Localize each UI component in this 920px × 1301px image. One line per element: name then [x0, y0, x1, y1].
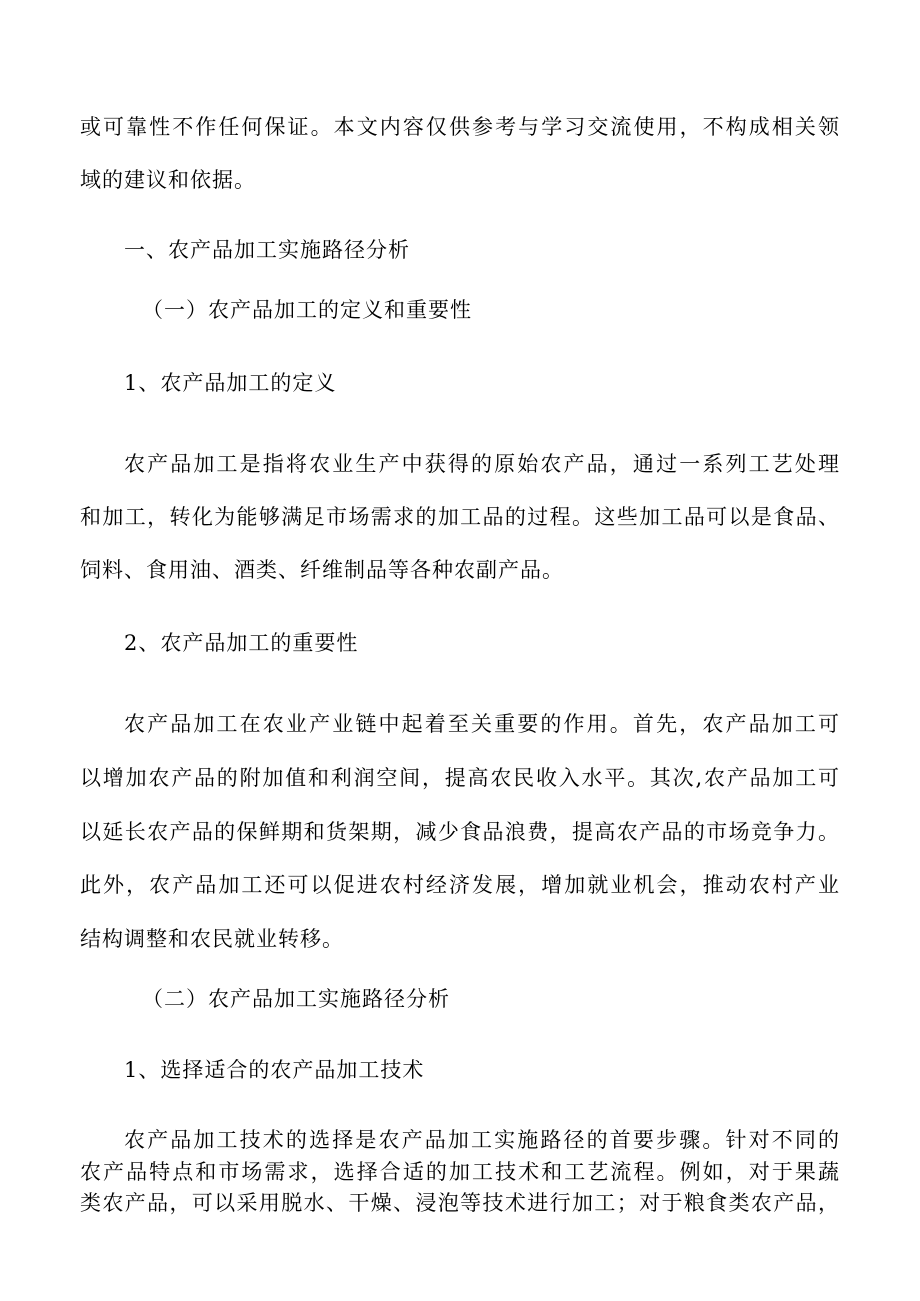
item-heading-1: 1、农产品加工的定义 [124, 371, 337, 395]
subsection-heading-1: （一）农产品加工的定义和重要性 [142, 298, 472, 322]
paragraph-line: 以增加农产品的附加值和利润空间，提高农民收入水平。其次,农产品加工可 [80, 766, 840, 790]
item-heading-2: 2、农产品加工的重要性 [124, 631, 359, 655]
paragraph-line: 类农产品，可以采用脱水、干燥、浸泡等技术进行加工；对于粮食类农产品， [80, 1191, 840, 1215]
subsection-heading-2: （二）农产品加工实施路径分析 [142, 987, 450, 1011]
paragraph-line: 农产品加工技术的选择是农产品加工实施路径的首要步骤。针对不同的 [124, 1128, 840, 1152]
intro-line-1: 或可靠性不作任何保证。本文内容仅供参考与学习交流使用，不构成相关领 [80, 115, 840, 139]
paragraph-line: 饲料、食用油、酒类、纤维制品等各种农副产品。 [80, 558, 564, 582]
section-heading: 一、农产品加工实施路径分析 [124, 238, 410, 262]
paragraph-line: 和加工，转化为能够满足市场需求的加工品的过程。这些加工品可以是食品、 [80, 505, 840, 529]
paragraph-line: 农产品加工是指将农业生产中获得的原始农产品，通过一系列工艺处理 [124, 452, 840, 476]
paragraph-line: 农产品加工在农业产业链中起着至关重要的作用。首先，农产品加工可 [124, 712, 840, 736]
item-heading-3: 1、选择适合的农产品加工技术 [124, 1058, 425, 1082]
paragraph-line: 以延长农产品的保鲜期和货架期，减少食品浪费，提高农产品的市场竞争力。 [80, 820, 840, 844]
paragraph-line: 结构调整和农民就业转移。 [80, 927, 344, 951]
intro-line-2: 域的建议和依据。 [80, 168, 256, 192]
paragraph-line: 此外，农产品加工还可以促进农村经济发展，增加就业机会，推动农村产业 [80, 873, 840, 897]
paragraph-line: 农产品特点和市场需求，选择合适的加工技术和工艺流程。例如，对于果蔬 [80, 1160, 840, 1184]
